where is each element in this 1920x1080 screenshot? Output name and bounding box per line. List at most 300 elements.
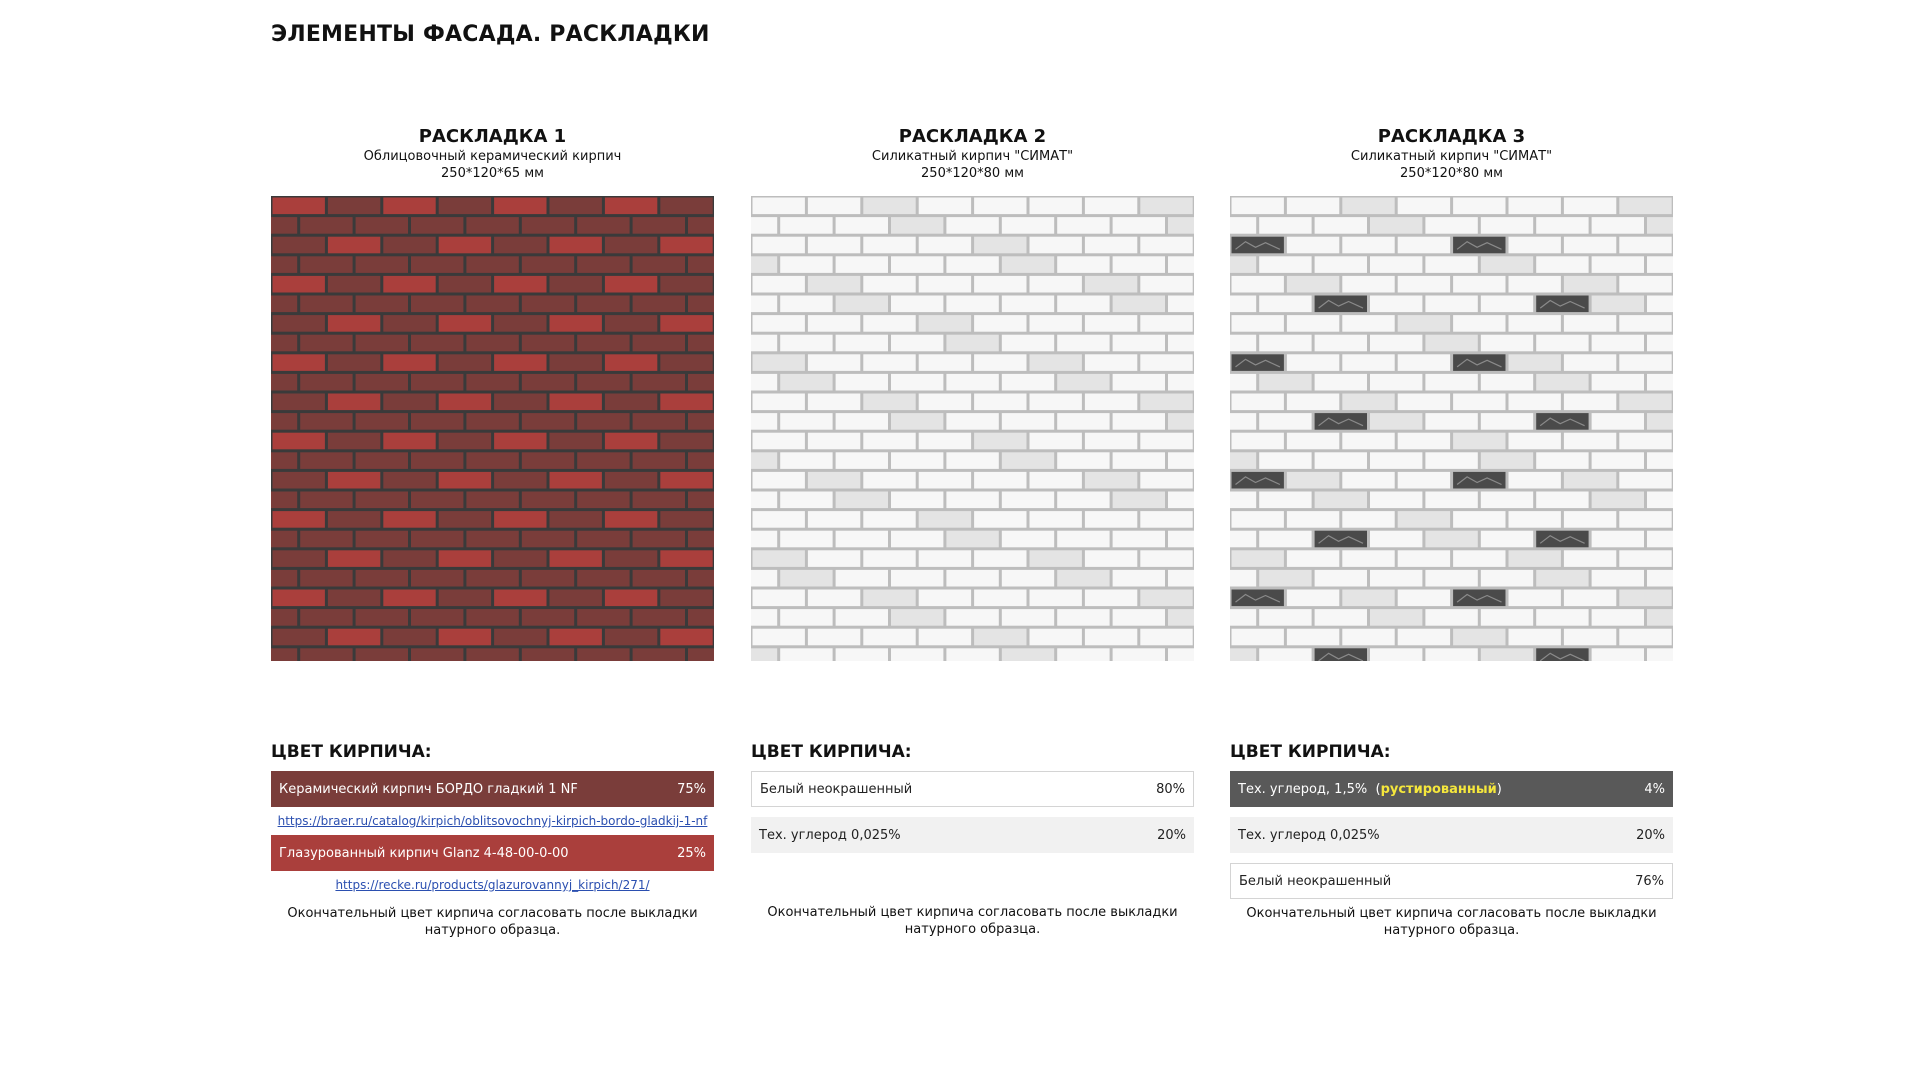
brick	[1085, 590, 1137, 607]
brick	[1113, 570, 1165, 587]
braer-link[interactable]: https://braer.ru/catalog/kirpich/oblitsovochnyj-kirpich-bordo-gladkij-1-nf	[277, 814, 708, 828]
brick	[522, 296, 574, 313]
brick	[974, 511, 1026, 528]
brick	[660, 198, 712, 215]
brick	[780, 452, 832, 469]
brick	[328, 550, 380, 567]
brick	[605, 590, 657, 607]
brick	[1230, 492, 1256, 509]
layout-2-note: Окончательный цвет кирпича согласовать после выкладки натурного образца.	[767, 905, 1178, 937]
brick	[753, 433, 805, 450]
brick	[1509, 394, 1561, 411]
brick	[1619, 550, 1671, 567]
brick	[1342, 433, 1394, 450]
brick	[1287, 433, 1339, 450]
brick	[356, 374, 408, 391]
brick	[1057, 609, 1109, 626]
brick	[1564, 590, 1616, 607]
layout-2-header	[751, 126, 1194, 192]
brick	[1287, 629, 1339, 646]
brick	[356, 648, 408, 661]
brick	[383, 590, 435, 607]
brick	[780, 648, 832, 661]
brick	[1002, 413, 1054, 430]
brick	[1085, 433, 1137, 450]
brick	[974, 629, 1026, 646]
brick	[753, 472, 805, 489]
brick	[808, 629, 860, 646]
brick	[1030, 472, 1082, 489]
brick	[273, 511, 325, 528]
brick	[753, 511, 805, 528]
layout-1-material: Облицовочный керамический кирпич	[363, 149, 622, 164]
brick	[863, 511, 915, 528]
brick	[660, 629, 712, 646]
brick	[946, 217, 998, 234]
brick	[1085, 511, 1137, 528]
brick	[1619, 590, 1671, 607]
brick	[1057, 648, 1109, 661]
legend-row-white	[751, 771, 1194, 807]
brick	[1140, 354, 1192, 371]
brick	[660, 472, 712, 489]
brick	[1230, 335, 1256, 352]
brick	[633, 335, 685, 352]
brick	[577, 217, 629, 234]
brick	[1057, 570, 1109, 587]
brick	[836, 648, 888, 661]
brick	[466, 413, 518, 430]
brick	[1140, 590, 1192, 607]
brick	[273, 472, 325, 489]
brick	[411, 256, 463, 273]
brick	[1232, 394, 1284, 411]
legend-label: Керамический кирпич БОРДО гладкий 1 NF	[279, 781, 578, 797]
brick	[328, 590, 380, 607]
brick	[550, 590, 602, 607]
brick	[356, 413, 408, 430]
brick	[1113, 609, 1165, 626]
layout-2-brick-wall	[751, 196, 1194, 661]
brick	[753, 550, 805, 567]
brick	[328, 315, 380, 332]
brick	[863, 237, 915, 254]
brick	[550, 511, 602, 528]
brick	[300, 609, 352, 626]
brick	[1592, 217, 1644, 234]
brick	[1370, 648, 1422, 661]
brick	[836, 570, 888, 587]
legend-percent: 76%	[1635, 873, 1664, 889]
brick	[688, 648, 714, 661]
brick	[1259, 531, 1311, 548]
brick	[1168, 648, 1194, 661]
brick	[1619, 315, 1671, 332]
legend-title: ЦВЕТ КИРПИЧА:	[1230, 742, 1391, 762]
brick	[1481, 570, 1533, 587]
brick	[974, 394, 1026, 411]
brick	[1647, 217, 1673, 234]
brick	[1230, 648, 1256, 661]
brick	[1315, 256, 1367, 273]
brick	[494, 629, 546, 646]
brick	[1398, 511, 1450, 528]
layout-1	[271, 126, 714, 938]
layout-2-legend	[751, 742, 1194, 938]
brick	[550, 394, 602, 411]
brick	[1509, 511, 1561, 528]
brick	[1057, 217, 1109, 234]
brick	[1259, 648, 1311, 661]
brick	[808, 315, 860, 332]
brick	[1425, 570, 1477, 587]
brick	[494, 198, 546, 215]
legend-paren-open: (	[1375, 781, 1381, 797]
brick	[1509, 315, 1561, 332]
brick	[356, 296, 408, 313]
brick	[946, 413, 998, 430]
legend-label: Тех. углерод 0,025%	[759, 827, 901, 843]
brick	[1592, 256, 1644, 273]
brick	[1481, 492, 1533, 509]
brick	[633, 531, 685, 548]
brick	[383, 354, 435, 371]
brick	[1232, 276, 1284, 293]
layout-2	[751, 126, 1194, 937]
brick	[383, 629, 435, 646]
brick	[780, 296, 832, 313]
brick	[1564, 276, 1616, 293]
brick	[577, 531, 629, 548]
brick	[439, 315, 491, 332]
brick	[328, 433, 380, 450]
brick	[1085, 354, 1137, 371]
brick	[1619, 433, 1671, 450]
layout-3-title: РАСКЛАДКА 3	[1377, 126, 1526, 147]
brick	[466, 609, 518, 626]
brick	[1232, 472, 1284, 489]
brick	[1453, 629, 1505, 646]
brick	[411, 648, 463, 661]
brick	[1140, 198, 1192, 215]
brick	[974, 433, 1026, 450]
brick	[891, 648, 943, 661]
brick	[1140, 237, 1192, 254]
brick	[1232, 198, 1284, 215]
brick	[1453, 550, 1505, 567]
brick	[1536, 609, 1588, 626]
brick	[494, 472, 546, 489]
brick	[328, 472, 380, 489]
brick	[383, 315, 435, 332]
brick	[494, 394, 546, 411]
brick	[633, 570, 685, 587]
brick	[1232, 550, 1284, 567]
brick	[1057, 335, 1109, 352]
legend-percent: 75%	[677, 781, 706, 797]
brick	[328, 354, 380, 371]
brick	[1509, 237, 1561, 254]
brick	[1113, 296, 1165, 313]
brick	[863, 590, 915, 607]
legend-row-rustic	[1230, 771, 1673, 807]
brick	[780, 531, 832, 548]
brick	[1113, 452, 1165, 469]
brick	[1342, 629, 1394, 646]
recke-link[interactable]: https://recke.ru/products/glazurovannyj_kirpich/271/	[335, 878, 650, 892]
brick	[605, 629, 657, 646]
brick	[1425, 256, 1477, 273]
brick	[1398, 237, 1450, 254]
brick	[439, 237, 491, 254]
brick	[863, 198, 915, 215]
brick	[1425, 609, 1477, 626]
brick	[1564, 198, 1616, 215]
brick	[751, 335, 777, 352]
brick	[753, 198, 805, 215]
brick	[466, 648, 518, 661]
brick	[411, 217, 463, 234]
brick	[411, 452, 463, 469]
brick	[688, 256, 714, 273]
brick	[1315, 609, 1367, 626]
brick	[1259, 217, 1311, 234]
brick	[522, 531, 574, 548]
brick	[605, 433, 657, 450]
legend-title: ЦВЕТ КИРПИЧА:	[271, 742, 432, 762]
brick	[1592, 335, 1644, 352]
brick	[1398, 550, 1450, 567]
brick	[1398, 629, 1450, 646]
brick	[891, 492, 943, 509]
brick	[1398, 354, 1450, 371]
legend-label: Белый неокрашенный	[1239, 873, 1392, 889]
brick	[808, 472, 860, 489]
brick	[751, 648, 777, 661]
brick	[1230, 609, 1256, 626]
brick	[1592, 296, 1644, 313]
brick	[271, 570, 297, 587]
brick	[1647, 256, 1673, 273]
brick	[1315, 492, 1367, 509]
brick	[751, 413, 777, 430]
brick	[522, 256, 574, 273]
brick	[577, 335, 629, 352]
brick	[780, 413, 832, 430]
brick	[1085, 198, 1137, 215]
brick	[356, 570, 408, 587]
brick	[1509, 433, 1561, 450]
brick	[1453, 354, 1505, 371]
brick	[1342, 590, 1394, 607]
brick	[808, 590, 860, 607]
brick	[836, 374, 888, 391]
brick	[1564, 237, 1616, 254]
brick	[660, 276, 712, 293]
brick	[1370, 609, 1422, 626]
brick	[383, 550, 435, 567]
brick	[780, 492, 832, 509]
brick	[273, 198, 325, 215]
brick	[836, 217, 888, 234]
brick	[808, 511, 860, 528]
brick	[974, 354, 1026, 371]
legend-row-carbon	[1230, 817, 1673, 853]
brick	[1536, 256, 1588, 273]
brick	[1057, 452, 1109, 469]
brick	[863, 394, 915, 411]
brick	[1140, 433, 1192, 450]
brick	[1453, 315, 1505, 332]
brick	[1232, 237, 1284, 254]
brick	[411, 531, 463, 548]
brick	[1398, 472, 1450, 489]
brick	[356, 492, 408, 509]
brick	[808, 433, 860, 450]
brick	[273, 590, 325, 607]
brick	[1230, 256, 1256, 273]
brick	[1619, 394, 1671, 411]
brick	[751, 570, 777, 587]
brick	[688, 217, 714, 234]
brick	[1481, 217, 1533, 234]
brick	[1287, 237, 1339, 254]
brick	[836, 609, 888, 626]
brick	[1398, 315, 1450, 332]
brick	[863, 315, 915, 332]
brick	[919, 315, 971, 332]
brick	[1592, 531, 1644, 548]
brick	[919, 629, 971, 646]
brick	[1370, 413, 1422, 430]
brick	[550, 433, 602, 450]
brick	[1230, 531, 1256, 548]
layout-1-legend	[271, 742, 714, 939]
brick	[1509, 590, 1561, 607]
brick	[1113, 648, 1165, 661]
brick	[300, 374, 352, 391]
brick	[808, 354, 860, 371]
brick	[974, 550, 1026, 567]
brick	[550, 237, 602, 254]
brick	[605, 276, 657, 293]
brick	[1002, 217, 1054, 234]
brick	[411, 413, 463, 430]
brick	[466, 531, 518, 548]
brick	[1536, 531, 1588, 548]
brick	[808, 198, 860, 215]
brick	[1481, 374, 1533, 391]
brick	[1315, 217, 1367, 234]
brick	[577, 492, 629, 509]
brick	[863, 354, 915, 371]
brick	[605, 472, 657, 489]
brick	[751, 492, 777, 509]
brick	[1619, 511, 1671, 528]
brick	[1168, 296, 1194, 313]
brick	[1030, 629, 1082, 646]
brick	[660, 394, 712, 411]
brick	[1564, 550, 1616, 567]
brick	[753, 276, 805, 293]
brick	[550, 629, 602, 646]
brick	[605, 550, 657, 567]
legend-label: Глазурованный кирпич Glanz 4-48-00-0-00	[279, 845, 569, 861]
brick	[1030, 237, 1082, 254]
brick	[919, 472, 971, 489]
brick	[1536, 374, 1588, 391]
brick	[1315, 335, 1367, 352]
brick	[633, 296, 685, 313]
brick	[1030, 550, 1082, 567]
brick	[383, 433, 435, 450]
brick	[1647, 492, 1673, 509]
brick	[751, 374, 777, 391]
brick	[273, 276, 325, 293]
brick	[383, 198, 435, 215]
brick	[1398, 276, 1450, 293]
brick	[577, 609, 629, 626]
brick	[356, 531, 408, 548]
brick	[273, 315, 325, 332]
brick	[1564, 511, 1616, 528]
brick	[271, 413, 297, 430]
brick	[1481, 452, 1533, 469]
brick	[633, 374, 685, 391]
brick	[1342, 315, 1394, 332]
brick	[1453, 198, 1505, 215]
brick	[891, 335, 943, 352]
layout-3-legend	[1230, 742, 1673, 939]
brick	[974, 237, 1026, 254]
brick	[836, 256, 888, 273]
brick	[891, 374, 943, 391]
brick	[1398, 394, 1450, 411]
brick	[550, 550, 602, 567]
brick	[660, 550, 712, 567]
brick	[1230, 296, 1256, 313]
brick	[751, 531, 777, 548]
brick	[466, 374, 518, 391]
brick	[1168, 374, 1194, 391]
brick	[919, 198, 971, 215]
brick	[383, 472, 435, 489]
brick	[780, 374, 832, 391]
brick	[1647, 609, 1673, 626]
brick	[1453, 433, 1505, 450]
brick	[1481, 296, 1533, 313]
brick	[1259, 374, 1311, 391]
brick	[1140, 511, 1192, 528]
brick	[1592, 570, 1644, 587]
brick	[1168, 335, 1194, 352]
brick	[1085, 394, 1137, 411]
brick	[946, 452, 998, 469]
layout-2-size: 250*120*80 мм	[921, 166, 1024, 181]
brick	[1002, 374, 1054, 391]
brick	[411, 296, 463, 313]
brick	[411, 374, 463, 391]
brick	[1287, 198, 1339, 215]
brick	[836, 531, 888, 548]
brick	[273, 394, 325, 411]
brick	[271, 256, 297, 273]
brick	[1140, 394, 1192, 411]
brick	[633, 452, 685, 469]
brick	[1002, 531, 1054, 548]
brick	[1564, 472, 1616, 489]
brick	[1259, 335, 1311, 352]
